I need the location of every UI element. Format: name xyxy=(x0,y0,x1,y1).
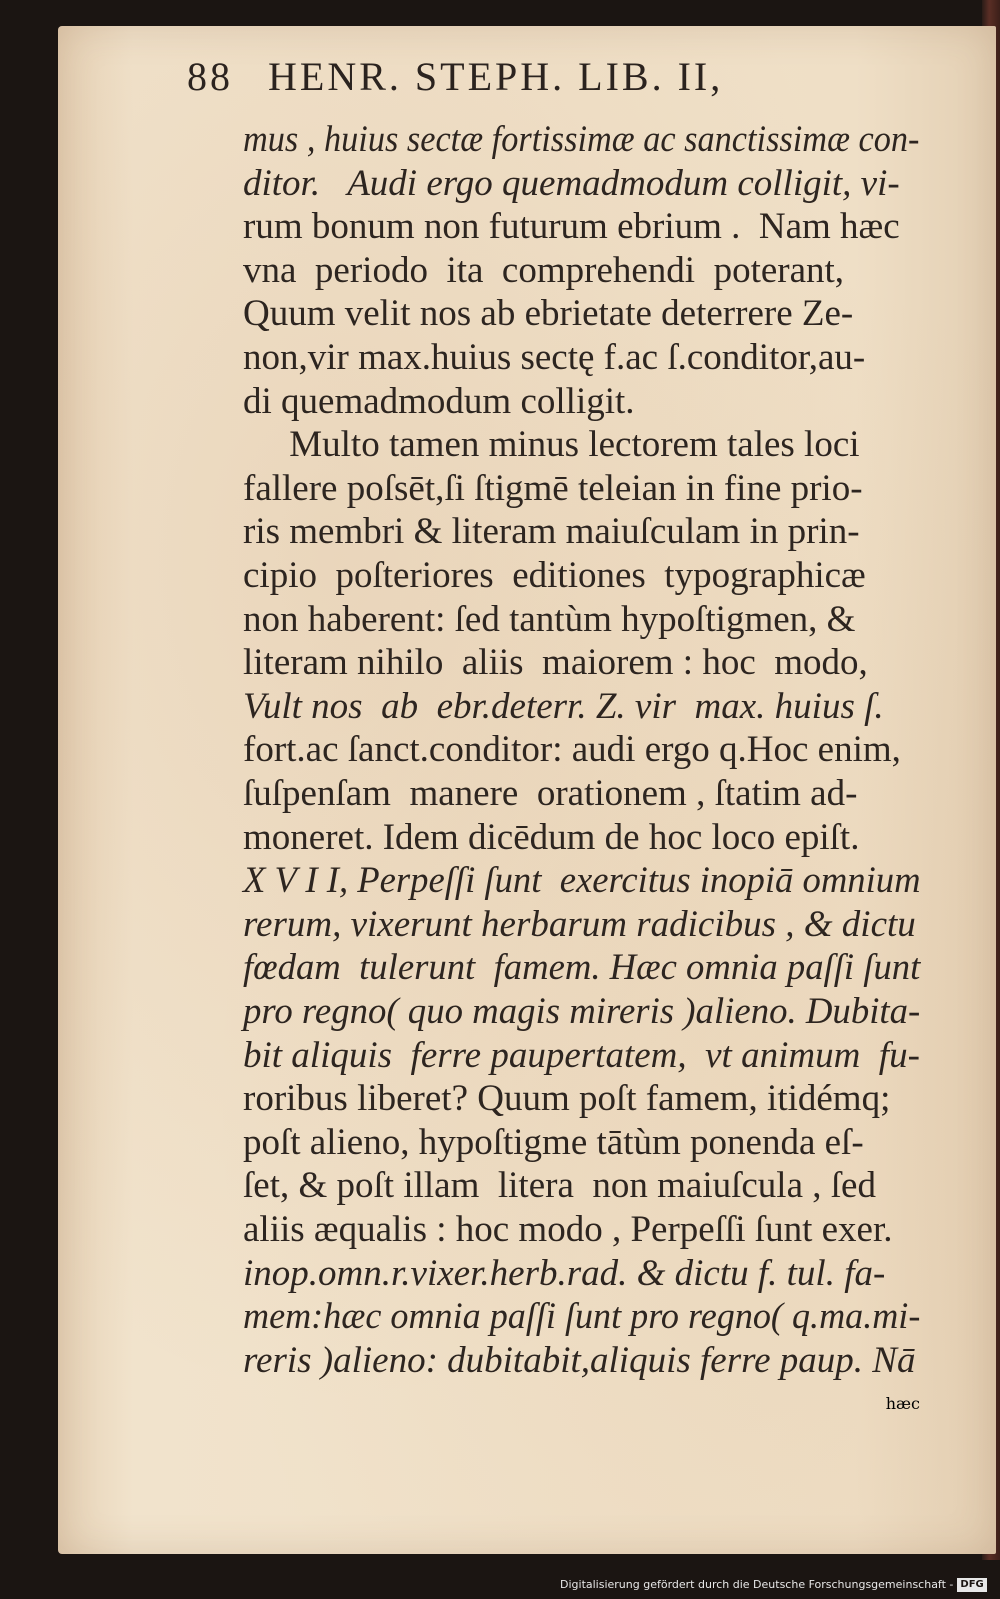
text-line: ſuſpenſam manere orationem , ſtatim ad- xyxy=(243,773,858,814)
text-line: X V I I, Perpeſſi ſunt exercitus inopiā omnium xyxy=(243,860,921,902)
text-line: literam nihilo aliis maiorem : hoc modo, xyxy=(243,642,868,684)
text-line: non,vir max.huius sectę f.ac ſ.conditor,au- xyxy=(243,337,866,378)
text-line: di quemadmodum colligit. xyxy=(243,380,635,422)
text-line: roribus liberet? Quum poſt famem, itidémq; xyxy=(243,1078,891,1120)
text-line: rerum, vixerunt herbarum radicibus , & dictu xyxy=(243,903,916,945)
text-line: fœdam tulerunt famem. Hæc omnia paſſi ſunt xyxy=(243,947,921,989)
text-line: bit aliquis ferre paupertatem, vt animum fu- xyxy=(243,1034,920,1076)
catchword: hæc xyxy=(885,1394,920,1414)
text-line: Multo tamen minus lectorem tales loci xyxy=(243,424,860,466)
text-line: mem:hæc omnia paſſi ſunt pro regno( q.ma.mi- xyxy=(243,1296,921,1338)
text-line: poſt alieno, hypoſtigme tātùm ponenda eſ- xyxy=(243,1121,864,1163)
text-line: mus , huius sectæ fortissimæ ac sanctissimæ con- xyxy=(243,119,920,160)
page-number: 88 xyxy=(187,54,233,99)
running-title: HENR. STEPH. LIB. II, xyxy=(268,54,724,99)
text-line: pro regno( quo magis mireris )alieno. Dubita- xyxy=(243,991,921,1032)
text-line: cipio poſteriores editiones typographicæ xyxy=(243,555,866,596)
text-line: rum bonum non futurum ebrium . Nam hæc xyxy=(243,206,900,248)
footer-text: Digitalisierung gefördert durch die Deutsche Forschungsgemeinschaft - xyxy=(560,1578,954,1591)
text-line: ris membri & literam maiuſculam in prin- xyxy=(243,511,860,553)
text-line: moneret. Idem dicēdum de hoc loco epiſt. xyxy=(243,816,860,858)
text-line: fallere poſsēt,ſi ſtigmē teleian in fine prio- xyxy=(243,467,863,509)
text-line: Quum velit nos ab ebrietate deterrere Ze- xyxy=(243,293,854,335)
text-line: reris )alieno: dubitabit,aliquis ferre paup. Nā xyxy=(243,1339,916,1381)
text-line: vna periodo ita comprehendi poterant, xyxy=(243,249,845,291)
digitization-footer xyxy=(560,1574,1000,1596)
dfg-logo: DFG xyxy=(957,1578,986,1592)
text-line: aliis æqualis : hoc modo , Perpeſſi ſunt exer. xyxy=(243,1209,893,1250)
text-line: Vult nos ab ebr.deterr. Z. vir max. huius ſ. xyxy=(243,685,884,727)
text-line: fort.ac ſanct.conditor: audi ergo q.Hoc enim, xyxy=(243,729,901,771)
text-line: non haberent: ſed tantùm hypoſtigmen, & xyxy=(243,598,856,640)
text-line: inop.omn.r.vixer.herb.rad. & dictu f. tul. fa- xyxy=(243,1252,886,1294)
text-line: ditor. Audi ergo quemadmodum colligit, vi- xyxy=(243,162,900,204)
text-line: ſet, & poſt illam litera non maiuſcula , ſed xyxy=(243,1165,876,1207)
